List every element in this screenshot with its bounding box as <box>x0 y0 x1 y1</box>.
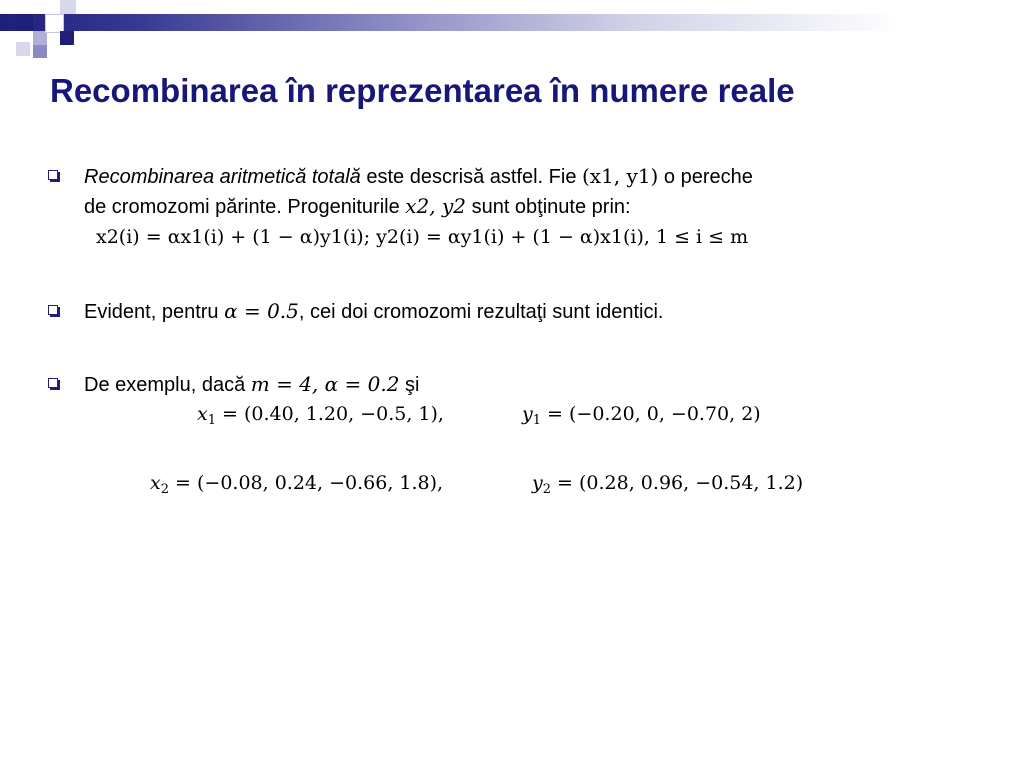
parent-pair-math: (x1, y1) <box>582 164 659 188</box>
bullet-3-text: De exemplu, dacă m = 4, α = 0.2 şi <box>84 372 420 396</box>
bullet-1-line-2: de cromozomi părinte. Progeniturile x2, y2 sunt obţinute prin: <box>84 194 631 218</box>
child-pair-math: x2, y2 <box>405 194 467 218</box>
recombination-formula: x2(i) = αx1(i) + (1 − α)y1(i); y2(i) = αy1(i) + (1 − α)x1(i), 1 ≤ i ≤ m <box>96 226 749 248</box>
bullet-1-line-1: Recombinarea aritmetică totală este descrisă astfel. Fie (x1, y1) o pereche <box>84 164 753 188</box>
alpha-half-math: α = 0.5 <box>224 299 299 323</box>
slide-title: Recombinarea în reprezentarea în numere reale <box>50 72 795 109</box>
example-x1: $x_1 = (0.40$, 1.20, −0.5, 1), <box>197 403 444 428</box>
example-params-math: m = 4, α = 0.2 <box>250 372 400 396</box>
example-x2: $x_2 = (-0.08$, 0.24, −0.66, 1.8), <box>150 472 444 497</box>
header-gradient-band <box>0 14 1024 31</box>
hollow-square-bullet-icon <box>48 378 58 388</box>
bullet-1-lead: Recombinarea aritmetică totală <box>84 166 361 188</box>
hollow-square-bullet-icon <box>48 170 58 180</box>
bullet-2-text: Evident, pentru α = 0.5, cei doi cromozomi rezultaţi sunt identici. <box>84 299 664 323</box>
example-y2: $y_2 = (0.28$, 0.96, −0.54, 1.2) <box>532 472 804 497</box>
example-y1: $y_1 = (-0.20$, 0, −0.70, 2) <box>522 403 761 428</box>
hollow-square-bullet-icon <box>48 305 58 315</box>
